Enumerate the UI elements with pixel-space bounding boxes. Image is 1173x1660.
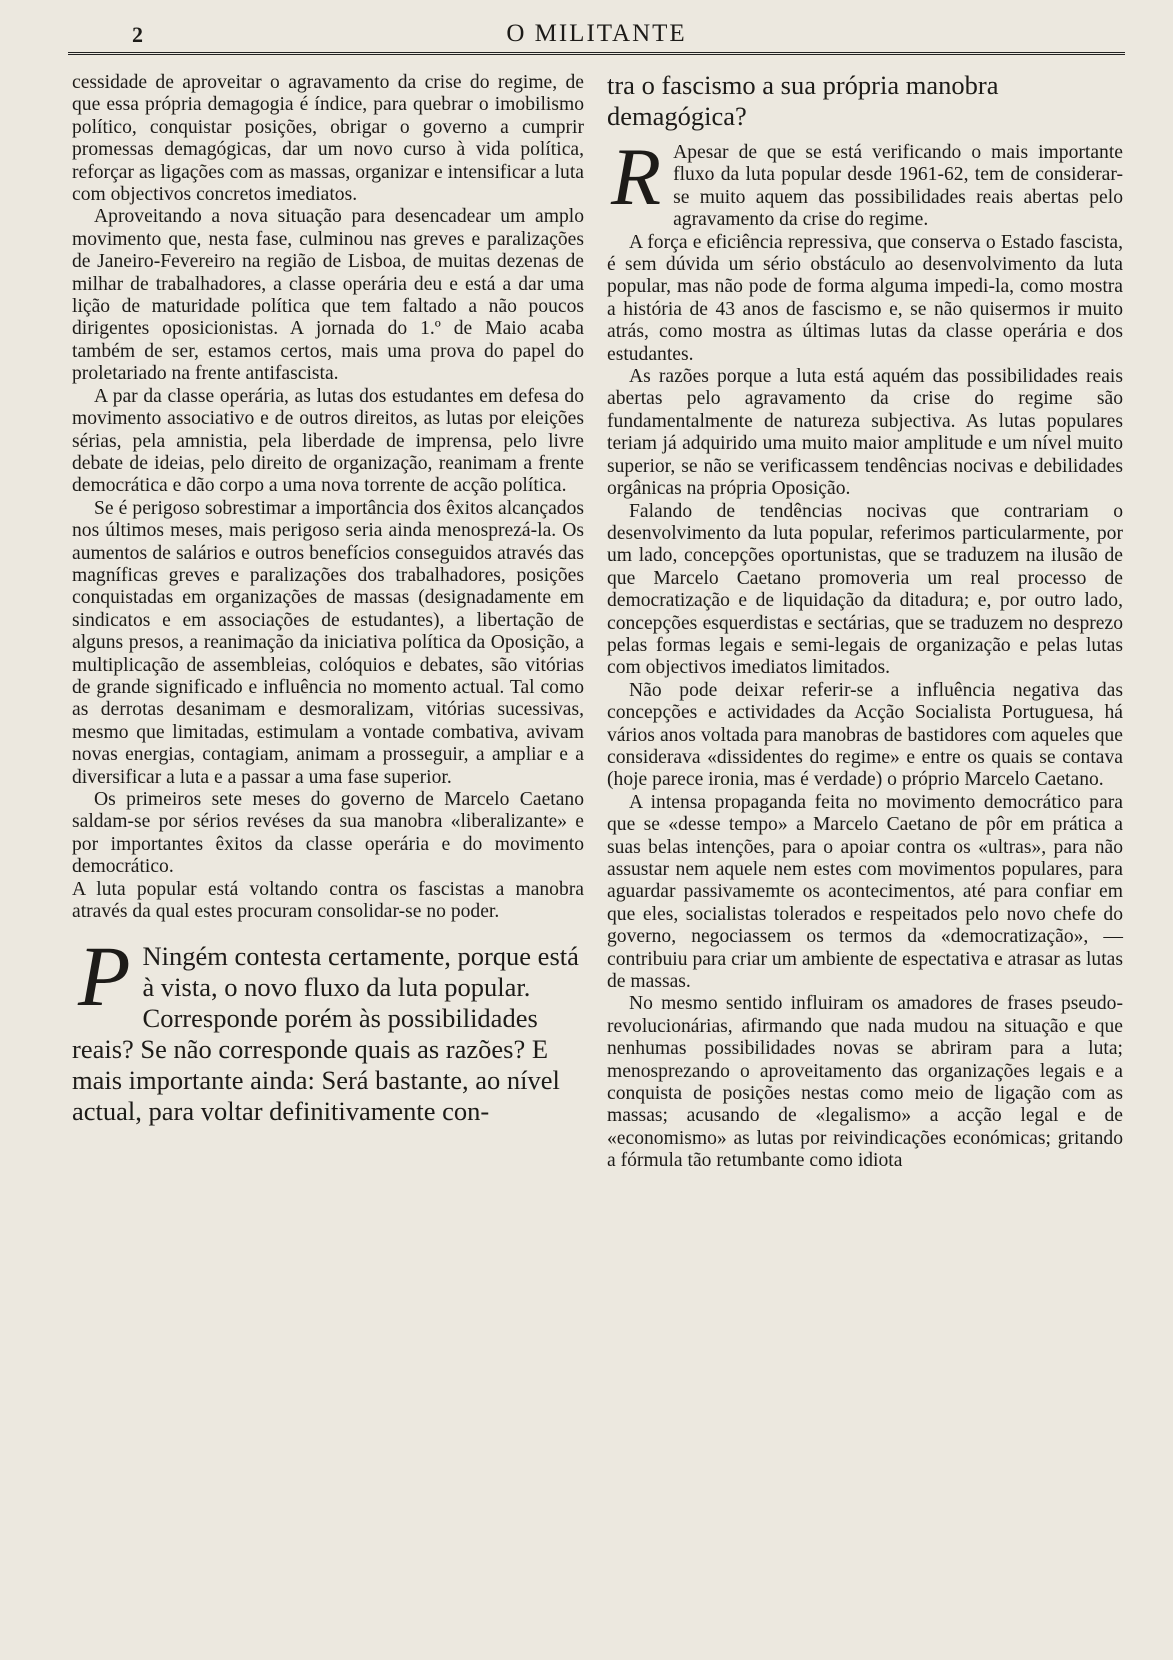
paragraph: As razões porque a luta está aquém das possibilidades reais abertas pelo agravamento da crise do regime são fundamentalmente de natureza subjectiva. As lutas populares teriam já adquirido uma muito maior amplitude e um nível muito superior, se não se verificassem tendências nocivas e debilidades orgânicas na própria Oposição. [607, 366, 1123, 500]
answer-dropcap: R [611, 131, 662, 222]
paragraph: Se é perigoso sobrestimar a importância dos êxitos alcançados nos últimos meses, mais perigoso seria ainda menosprezá-la. Os aumentos de salários e outros benefícios conseguidos através das magníficas greves e paralizações dos trabalhadores, posições conquistadas em organizações de massas (designadamente em sindicatos e em associações de estudantes), a libertação de alguns presos, a reanimação da iniciativa política da Oposição, a multiplicação de assembleias, colóquios e debates, são vitórias de grande significado e influência no momento actual. Tal como as derrotas desanimam e desmoralizam, vitórias sucessivas, mesmo que limitadas, estimulam a vontade combativa, avivam novas energias, contagiam, animam a prosseguir, a ampliar e a diversificar a luta e a passar a uma fase superior. [72, 497, 584, 788]
paragraph: A par da classe operária, as lutas dos estudantes em defesa do movimento associativo e de outros direitos, as lutas por eleições sérias, pela amnistia, pela liberdade de imprensa, pelo livre debate de ideias, pelo direito de organização, reanimam a frente democrática e dão corpo a uma nova torrente de acção política. [72, 385, 584, 497]
answer-block [607, 131, 1123, 232]
question-block [72, 928, 584, 1127]
paragraph: cessidade de aproveitar o agravamento da crise do regime, de que essa própria demagogia é índice, para quebrar o imobilismo político, conquistar posições, obrigar o governo a cumprir promessas demagógicas, dar um novo curso à vida política, reforçar as ligações com as massas, organizar e intensificar a luta com objectivos concretos imediatos. [72, 72, 584, 206]
paragraph: No mesmo sentido influiram os amadores de frases pseudo-revolucionárias, afirmando que nada mudou na situação e que nenhumas possibilidades novas se abriram para a luta; menosprezando o aproveitamento das organizações legais e a conquista de posições nestas como meio de ligação com as massas; acusando de «legalismo» a acção legal e de «economismo» as lutas por reivindicações económicas; gritando a fórmula tão retumbante como idiota [607, 993, 1123, 1172]
paragraph: A luta popular está voltando contra os fascistas a manobra através da qual estes procuram consolidar-se no poder. [72, 878, 584, 923]
paragraph: Os primeiros sete meses do governo de Marcelo Caetano saldam-se por sérios revéses da sua manobra «liberalizante» e por importantes êxitos da classe operária e do movimento democrático. [72, 789, 584, 878]
question-text: Ningém contesta certamente, porque está à vista, o novo fluxo da luta popular. Corresponde porém às possibilidades reais? Se não corresponde quais as razões? E mais importante ainda: Será bastante, ao nível actual, para voltar definitivamente con- [72, 941, 579, 1127]
paragraph: A intensa propaganda feita no movimento democrático para que se «desse tempo» a Marcelo Caetano de pôr em prática a suas belas intenções, para o apoiar contra os «ultras», para não assustar nem aquele nem estes com movimentos populares, para aguardar passivamemte os acontecimentos, até para confiar em que eles, socialistas tolerados e respeitados pelo novo chefe do governo, negociassem os termos da «democratização», — contribuiu para criar um ambiente de espectativa e atrasar as lutas de massas. [607, 791, 1123, 993]
paragraph: A força e eficiência repressiva, que conserva o Estado fascista, é sem dúvida um sério obstáculo ao desenvolvimento da luta popular, mas não pode de forma alguma impedi-la, como mostra a história de 43 anos de fascismo e, se não quisermos ir muito atrás, como mostra as últimas lutas da classe operária e dos estudantes. [607, 231, 1123, 365]
newspaper-title: O MILITANTE [506, 20, 687, 47]
paragraph: Não pode deixar referir-se a influência negativa das concepções e actividades da Acção Socialista Portuguesa, há vários anos voltada para manobras de bastidores com aqueles que considerava «dissidentes do regime» e entre os quais se contava (hoje parece ironia, mas é verdade) o próprio Marcelo Caetano. [607, 679, 1123, 791]
answer-text: Apesar de que se está verificando o mais importante fluxo da luta popular desde 1961-62, tem de considerar-se muito aquem das possibilidades reais abertas pelo agravamento da crise do regime. [673, 142, 1123, 231]
header-rule [68, 52, 1125, 55]
paragraph: Aproveitando a nova situação para desencadear um amplo movimento que, nesta fase, culminou nas greves e paralizações de Janeiro-Fevereiro na região de Lisboa, de muitas dezenas de milhar de trabalhadores, a classe operária deu e está a dar uma lição de maturidade política que tem faltado a não poucos dirigentes oposicionistas. A jornada do 1.º de Maio acaba também de ser, estamos certos, mais uma prova do papel do proletariado na frente antifascista. [72, 206, 584, 385]
page-header [68, 18, 1125, 58]
left-column [72, 72, 584, 1127]
page-number: 2 [132, 22, 143, 47]
right-column [607, 72, 1123, 1173]
question-dropcap: P [78, 928, 131, 1025]
paragraph: Falando de tendências nocivas que contrariam o desenvolvimento da luta popular, referimos particularmente, por um lado, concepções oportunistas, que se traduzem na ilusão de que Marcelo Caetano promoveria um real processo de democratização e de liquidação da ditadura; e, por outro lado, concepções esquerdistas e sectárias, que se traduzem no desprezo pelas formas legais e semi-legais de organização e pelas lutas com objectivos imediatos limitados. [607, 500, 1123, 679]
question-text-continued: tra o fascismo a sua própria manobra demagógica? [607, 70, 999, 131]
